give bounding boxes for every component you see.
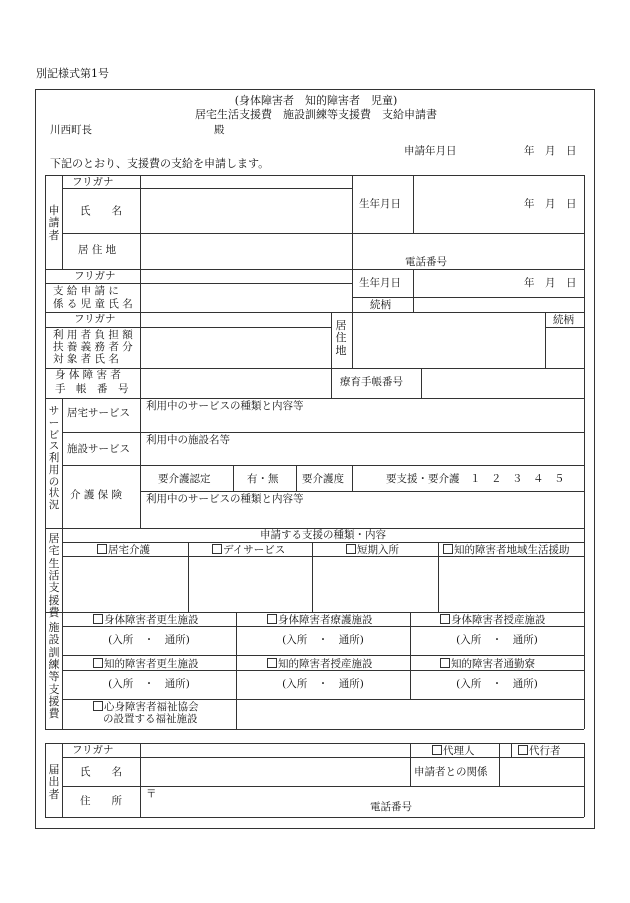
grid-line [331,312,332,368]
form-number: 別記様式第1号 [36,67,109,80]
notifier-name-label: 氏 名 [80,766,122,778]
grid-line [45,817,584,818]
grid-line [45,175,46,729]
notifier-furigana-label: フリガナ [72,744,114,756]
checkbox-icon [518,745,528,755]
grid-line [45,327,331,328]
grid-line [352,465,353,491]
honorific: 殿 [214,124,225,136]
grid-line [233,465,234,491]
grid-line [421,368,422,398]
care-cert-yes-no[interactable]: 有・無 [247,473,279,485]
grid-line [45,398,584,399]
checkbox-icon [440,614,450,624]
child-label-line1: 支 給 申 請 に [53,285,119,297]
option-intellectual-commute-dorm[interactable]: 知的障害者通勤寮 [440,658,535,670]
grid-line [45,175,584,176]
checkbox-icon [93,701,103,711]
applicant-address-label: 居 住 地 [78,244,117,256]
postal-mark: 〒 [146,788,157,800]
grid-line [352,297,584,298]
grid-line [62,188,352,189]
notifier-address-label: 住 所 [80,795,122,807]
grid-line [62,556,584,557]
notifier-proxy-option[interactable]: 代行者 [518,745,561,757]
grid-line [410,743,411,786]
checkbox-icon [346,544,356,554]
service-status-section-label: サービス利用の状況 [48,405,60,511]
option-intellectual-work-facility[interactable]: 知的障害者授産施設 [267,658,373,670]
ryoiku-handbook-label: 療育手帳番号 [340,376,403,388]
intro-text: 下記のとおり、支援費の支給を申請します。 [50,157,270,170]
notifier-relation-label: 申請者との関係 [414,766,488,778]
notifier-phone-label: 電話番号 [370,801,412,813]
grid-line [140,398,141,528]
grid-line [236,612,237,729]
applicant-phone-label: 電話番号 [405,256,447,268]
checkbox-icon [432,745,442,755]
grid-line [140,743,141,817]
notifier-section-label: 届出者 [48,763,60,801]
dependent-address-label: 居住地 [335,319,347,357]
application-date-field[interactable]: 年 月 日 [524,145,577,157]
child-furigana-label: フリガナ [74,270,116,282]
grid-line [62,670,584,671]
stay-status-option[interactable]: (入所 ・ 通所) [282,634,364,646]
option-short-stay[interactable]: 短期入所 [346,544,399,556]
option-physical-work-facility[interactable]: 身体障害者授産施設 [440,614,546,626]
physical-handbook-label-line1: 身 体 障 害 者 [55,369,121,381]
grid-line [62,655,584,656]
care-insurance-label: 介 護 保 険 [70,489,123,501]
care-level-options[interactable]: 要支援・要介護 １ ２ ３ ４ ５ [386,473,565,485]
stay-status-option[interactable]: (入所 ・ 通所) [456,678,538,690]
grid-line [545,312,546,368]
applicant-birthdate-label: 生年月日 [359,198,401,210]
checkbox-icon [93,614,103,624]
dependent-relation-label: 続柄 [553,314,574,326]
stay-status-option[interactable]: (入所 ・ 通所) [108,678,190,690]
checkbox-icon [93,658,103,668]
option-community-support[interactable]: 知的障害者地域生活援助 [443,544,570,556]
grid-line [352,175,353,312]
welfare-association-line2: の設置する福祉施設 [103,713,198,725]
stay-status-option[interactable]: (入所 ・ 通所) [456,634,538,646]
child-birthdate-label: 生年月日 [359,277,401,289]
home-support-header: 申請する支援の種類・内容 [260,529,386,541]
care-service-note: 利用中のサービスの種類と内容等 [146,493,304,505]
applicant-furigana-label: フリガナ [72,176,114,188]
checkbox-icon [267,614,277,624]
grid-line [352,312,353,368]
grid-line [62,398,63,729]
grid-line [188,542,189,612]
dependent-label-line1: 利 用 者 負 担 額 [53,329,133,341]
checkbox-icon [97,544,107,554]
grid-line [45,368,584,369]
grid-line [584,175,585,729]
option-physical-care-facility[interactable]: 身体障害者療護施設 [267,614,373,626]
grid-line [45,312,584,313]
addressee: 川西町長 [50,124,92,136]
option-physical-rehab-facility[interactable]: 身体障害者更生施設 [93,614,199,626]
grid-line [140,491,584,492]
grid-line [413,175,414,233]
grid-line [312,542,313,612]
grid-line [45,269,584,270]
notifier-agent-option[interactable]: 代理人 [432,745,475,757]
home-service-note: 利用中のサービスの種類と内容等 [146,400,304,412]
grid-line [296,465,297,491]
grid-line [45,612,584,613]
grid-line [413,269,414,312]
checkbox-icon [443,544,453,554]
checkbox-icon [267,658,277,668]
option-day-service[interactable]: デイサービス [212,544,285,556]
grid-line [45,743,584,744]
physical-handbook-label-line2: 手 帳 番 号 [55,383,129,395]
home-support-section-label: 居宅生活支援費 [48,532,60,619]
grid-line [438,542,439,612]
stay-status-option[interactable]: (入所 ・ 通所) [108,634,190,646]
grid-line [62,175,63,269]
dependent-label-line3: 対 象 者 氏 名 [53,353,119,365]
grid-line [584,743,585,817]
child-label-line2: 係 る 児 童 氏 名 [53,298,133,310]
option-intellectual-rehab-facility[interactable]: 知的障害者更生施設 [93,658,199,670]
grid-line [140,175,141,398]
grid-line [45,729,584,730]
care-level-label: 要介護度 [302,473,344,485]
facility-service-note: 利用中の施設名等 [146,434,230,446]
facility-support-section-label: 施設訓練等支援費 [48,621,60,721]
checkbox-icon [212,544,222,554]
checkbox-icon [440,658,450,668]
child-relation-label: 続柄 [370,299,391,311]
grid-line [45,743,46,817]
grid-line [331,368,332,398]
applicant-birthdate-field[interactable]: 年 月 日 [524,198,577,210]
form-title-categories: (身体障害者 知的障害者 児童) [234,94,398,107]
home-service-label: 居宅サービス [67,407,130,419]
grid-line [511,743,512,757]
applicant-name-label: 氏 名 [80,205,122,217]
form-title: 居宅生活支援費 施設訓練等支援費 支給申請書 [195,108,437,121]
grid-line [62,626,584,627]
grid-line [410,612,411,699]
child-birthdate-field[interactable]: 年 月 日 [524,277,577,289]
grid-line [499,743,500,786]
applicant-section-label: 申請者 [48,204,60,242]
option-welfare-association-facility[interactable]: 心身障害者福祉協会 [93,701,199,713]
grid-line [45,283,352,284]
care-cert-label: 要介護認定 [158,473,211,485]
grid-line [545,327,584,328]
facility-service-label: 施設サービス [67,443,130,455]
grid-line [62,699,584,700]
dependent-furigana-label: フリガナ [74,313,116,325]
option-home-care[interactable]: 居宅介護 [97,544,150,556]
stay-status-option[interactable]: (入所 ・ 通所) [282,678,364,690]
grid-line [62,542,584,543]
dependent-label-line2: 扶 養 義 務 者 分 [53,341,133,353]
grid-line [62,743,63,817]
application-date-label: 申請年月日 [404,145,457,157]
